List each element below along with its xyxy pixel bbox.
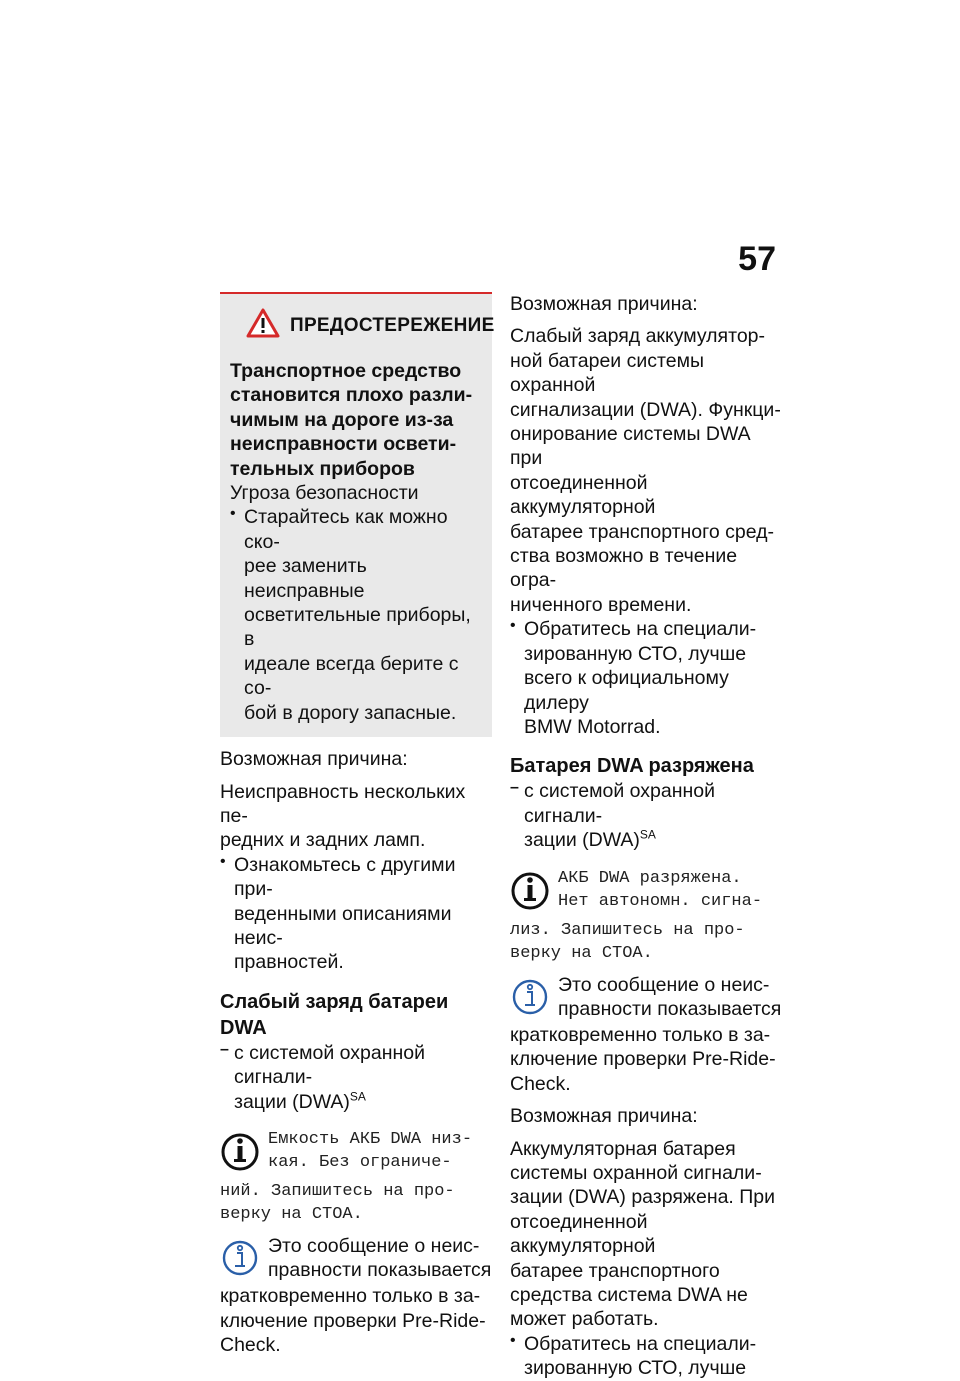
note-line: ключение проверки Pre-Ride- — [220, 1309, 486, 1332]
cause-text: отсоединенной аккумуляторной — [510, 471, 656, 519]
cause-text: может работать. — [510, 1308, 659, 1331]
cause-text: сигнализации (DWA). Функци- — [510, 398, 781, 421]
action-line: зированную СТО, лучше — [524, 642, 747, 665]
warning-bullet-line: бой в дорогу запасные. — [244, 701, 457, 724]
cause-label: Возможная причина: — [220, 748, 408, 771]
message-line: АКБ DWA разряжена. — [558, 868, 742, 888]
equipment-line: с системой охранной сигнали- — [234, 1041, 426, 1089]
info-note — [510, 973, 782, 1097]
action-line: Обратитесь на специали- — [524, 618, 757, 641]
warning-bullet-line: рее заменить неисправные — [244, 555, 367, 602]
note-line: кратковременно только в за- — [220, 1285, 481, 1308]
left-column — [220, 292, 495, 1358]
cause-text: онирование системы DWA при — [510, 423, 750, 470]
message-line: верку на СТОА. — [510, 943, 653, 963]
warning-header — [246, 308, 495, 343]
note-line: Check. — [510, 1072, 571, 1095]
dash-icon: – — [510, 779, 519, 797]
warning-hazard-line: тельных приборов — [230, 457, 415, 480]
warning-bullet-line: идеале всегда берите с со- — [244, 652, 459, 700]
cause-text: отсоединенной аккумуляторной — [510, 1210, 656, 1258]
cause-text: ства возможно в течение огра- — [510, 545, 738, 592]
message-line: кая. Без ограниче- — [268, 1152, 452, 1172]
cause-text: Слабый заряд аккумулятор- — [510, 325, 766, 348]
cause-text: средства система DWA не — [510, 1284, 748, 1306]
equipment-note — [220, 1041, 492, 1114]
warning-hazard-line: Транспортное средство — [230, 360, 462, 382]
cause-text: редних и задних ламп. — [220, 829, 426, 852]
cause-text: зации (DWA) разряжена. При — [510, 1186, 776, 1209]
cause-label: Возможная причина: — [510, 293, 698, 315]
cause-text: системы охранной сигнали- — [510, 1161, 762, 1184]
equipment-sup: SA — [349, 1089, 366, 1104]
action-line: зированную СТО, лучше — [524, 1357, 747, 1380]
warning-hazard-line: неисправности освети- — [230, 433, 457, 456]
bullet-icon: • — [220, 852, 226, 870]
equipment-line: зации (DWA) — [524, 829, 640, 852]
dash-icon: – — [220, 1040, 229, 1058]
action-bullet — [510, 617, 782, 739]
action-line: BMW Motorrad. — [524, 715, 661, 738]
note-line: Check. — [220, 1334, 281, 1357]
display-message — [510, 867, 782, 965]
warning-bullet — [230, 505, 482, 725]
warning-hazard — [230, 359, 482, 481]
info-note — [220, 1234, 492, 1358]
bullet-icon: • — [230, 505, 236, 523]
cause-label: Возможная причина: — [510, 1105, 698, 1128]
cause-text: Неисправность нескольких пе- — [220, 780, 466, 827]
bullet-icon: • — [510, 1331, 516, 1349]
action-line: всего к официальному дилеру — [524, 667, 729, 714]
info-i-icon — [220, 1128, 262, 1180]
message-line: Емкость АКБ DWA низ- — [268, 1129, 473, 1149]
cause-text: батарее транспортного сред- — [510, 520, 774, 543]
warning-triangle-icon — [246, 308, 280, 343]
message-line: ний. Запишитесь на про- — [220, 1181, 455, 1201]
action-bullet — [220, 853, 492, 975]
warning-hazard-line: чимым на дороге из-за — [230, 408, 454, 431]
warning-title: ПРЕДОСТЕРЕЖЕНИЕ — [290, 314, 495, 336]
cause-text: батарее транспортного — [510, 1259, 720, 1282]
action-bullet — [510, 1332, 782, 1381]
cause-text: ниченного времени. — [510, 593, 692, 616]
bullet-icon: • — [510, 617, 516, 635]
note-line: кратковременно только в за- — [510, 1023, 771, 1046]
action-line: Ознакомьтесь с другими при- — [234, 853, 456, 901]
warning-bullet-line: Старайтесь как можно ско- — [244, 506, 448, 553]
message-line: Нет автономн. сигна- — [558, 891, 763, 911]
warning-hazard-line: становится плохо разли- — [230, 384, 473, 407]
equipment-line: с системой охранной сигнали- — [524, 780, 716, 827]
cause-text: Аккумуляторная батарея — [510, 1137, 736, 1160]
message-line: верку на СТОА. — [220, 1204, 363, 1224]
display-message — [220, 1128, 492, 1226]
action-line: Обратитесь на специали- — [524, 1332, 757, 1355]
right-column — [510, 292, 782, 1381]
note-line: Это сообщение о неис- — [558, 973, 770, 996]
page-number: 57 — [738, 240, 776, 278]
warning-danger: Угроза безопасности — [230, 482, 419, 505]
warning-bullet-line: осветительные приборы, в — [244, 604, 471, 651]
note-line: Это сообщение о неис- — [268, 1234, 480, 1257]
action-line: веденными описаниями неис- — [234, 902, 452, 949]
note-line: правности показывается — [268, 1259, 492, 1282]
equipment-line: зации (DWA) — [234, 1090, 350, 1113]
note-line: ключение проверки Pre-Ride- — [510, 1048, 776, 1071]
equipment-sup: SA — [639, 827, 656, 842]
action-line: правностей. — [234, 951, 344, 974]
note-i-icon — [220, 1234, 262, 1284]
warning-box — [220, 292, 495, 737]
equipment-note — [510, 779, 782, 852]
section-heading: Слабый заряд батареи DWA — [220, 990, 449, 1039]
note-line: правности показывается — [558, 997, 782, 1020]
info-i-icon — [510, 867, 552, 919]
section-heading: Батарея DWA разряжена — [510, 755, 754, 778]
cause-text: ной батареи системы охранной — [510, 349, 704, 397]
message-line: лиз. Запишитесь на про- — [510, 920, 745, 940]
note-i-icon — [510, 973, 552, 1023]
